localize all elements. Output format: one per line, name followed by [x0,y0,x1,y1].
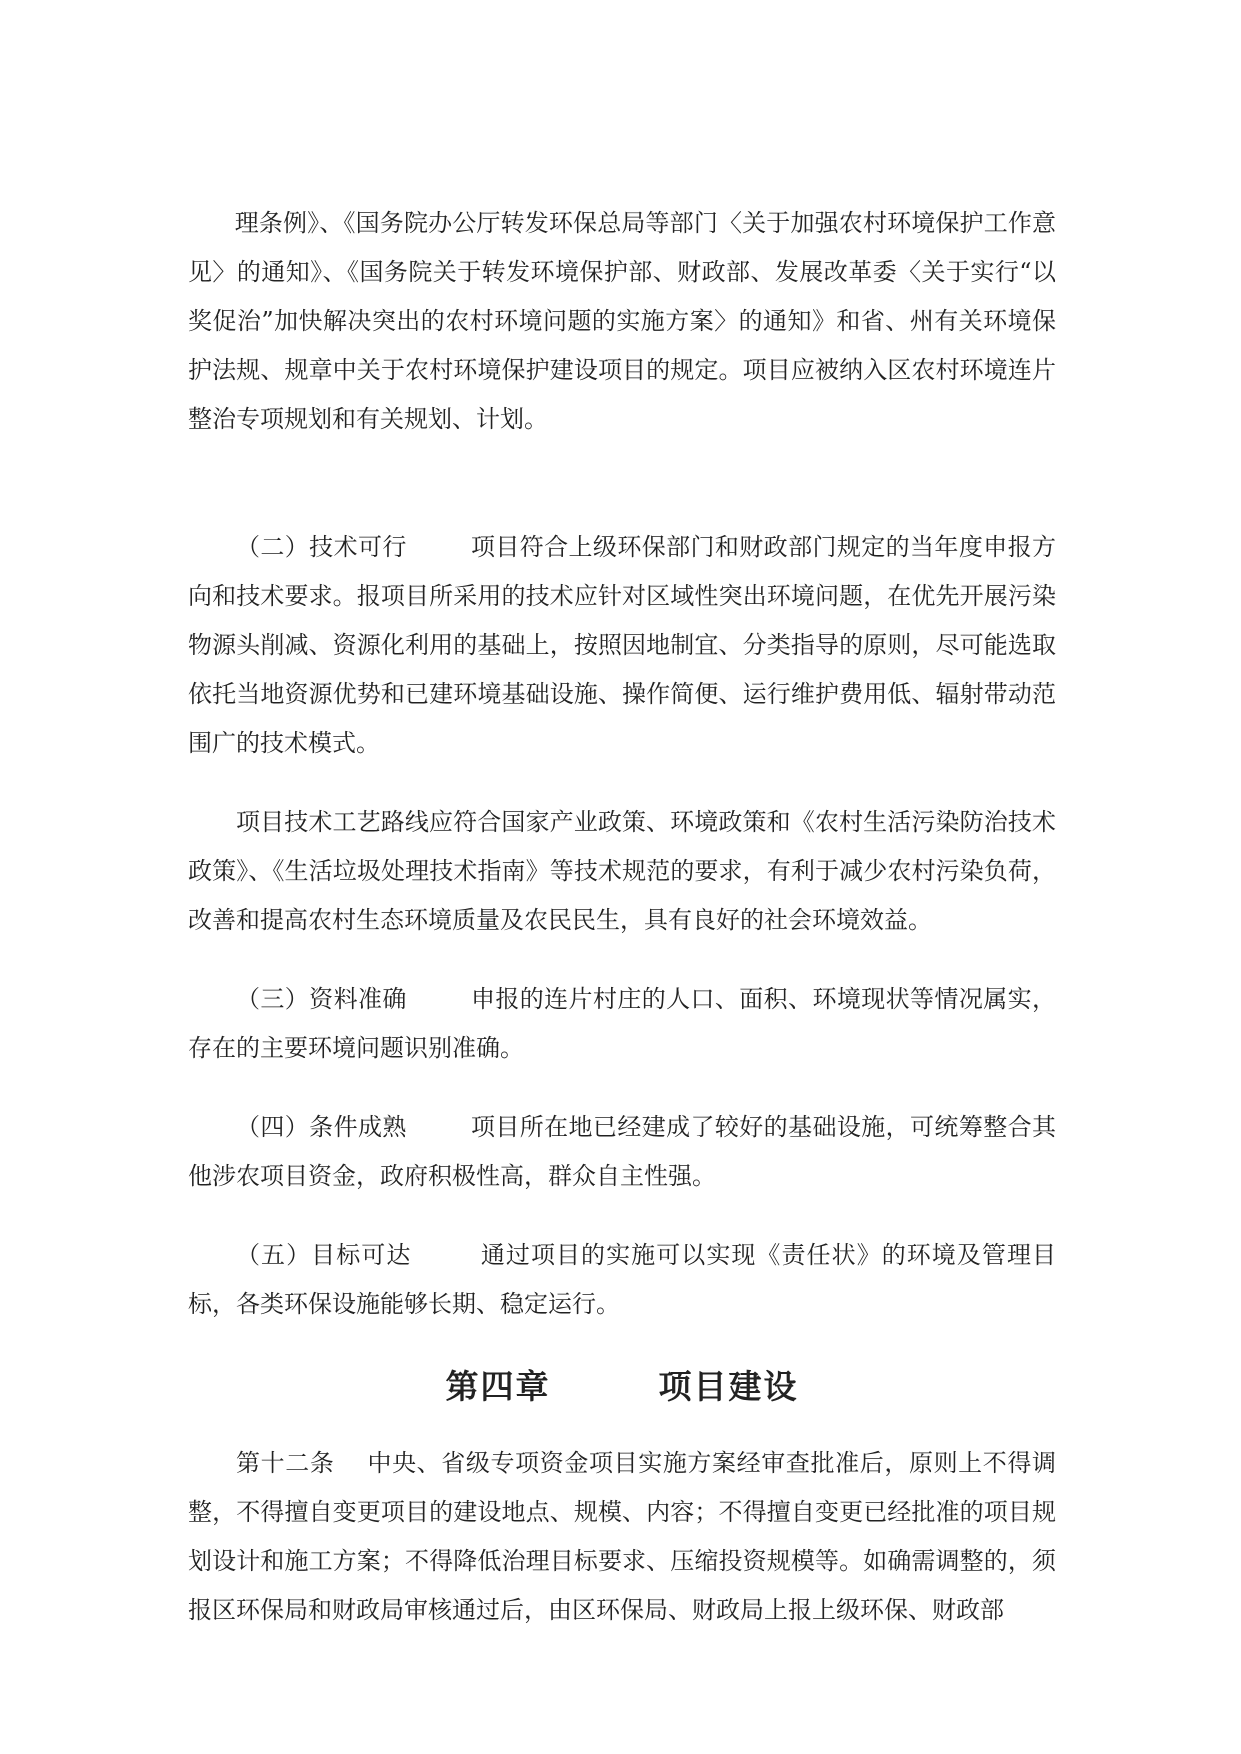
paragraph-achievable-goals [188,1231,1056,1329]
section-heading-accurate-data: （三）资料准确 [236,985,407,1013]
chapter-title: 第四章 项目建设 [445,1367,799,1406]
section-heading-achievable-goals: （五）目标可达 [236,1241,412,1269]
section-heading-mature-conditions: （四）条件成熟 [236,1113,407,1141]
article-number: 第十二条 [236,1449,335,1477]
paragraph-text: 项目所在地已经建成了较好的基础设施，可统筹整合其他涉农项目资金，政府积极性高，群众自主性强。 [188,1113,1057,1190]
paragraph-mature-conditions [188,1103,1056,1201]
paragraph-regulations-list [188,150,1056,493]
paragraph-text: 申报的连片村庄的人口、面积、环境现状等情况属实，存在的主要环境问题识别准确。 [188,985,1057,1062]
paragraph-text: 通过项目的实施可以实现《责任状》的环境及管理目标，各类环保设施能够长期、稳定运行。 [188,1241,1057,1318]
paragraph-technical-feasible [188,523,1056,768]
paragraph-accurate-data [188,975,1056,1073]
paragraph-text: 中央、省级专项资金项目实施方案经审查批准后，原则上不得调整，不得擅自变更项目的建设地点、规模、内容；不得擅自变更已经批准的项目规划设计和施工方案；不得降低治理目标要求、压缩投资规模等。如确需调整的，须报区环保局和财政局审核通过后，由区环保局、财政局上报上级环保、财政部 [188,1449,1057,1624]
document-body [188,150,1056,1635]
article-twelve [188,1439,1056,1635]
paragraph-technical-route [188,798,1056,945]
paragraph-text: 项目符合上级环保部门和财政部门规定的当年度申报方向和技术要求。报项目所采用的技术应针对区域性突出环境问题，在优先开展污染物源头削减、资源化利用的基础上，按照因地制宜、分类指导的原则，尽可能选取依托当地资源优势和已建环境基础设施、操作简便、运行维护费用低、辐射带动范围广的技术模式。 [188,533,1057,757]
paragraph-text: 项目技术工艺路线应符合国家产业政策、环境政策和《农村生活污染防治技术政策》、《生活垃圾处理技术指南》等技术规范的要求，有利于减少农村污染负荷，改善和提高农村生态环境质量及农民民生，具有良好的社会环境效益。 [188,808,1056,934]
section-heading-technical-feasible: （二）技术可行 [236,533,407,561]
paragraph-text: 理条例》、《国务院办公厅转发环保总局等部门〈关于加强农村环境保护工作意见〉的通知》、《国务院关于转发环境保护部、财政部、发展改革委〈关于实行“以奖促治”加快解决突出的农村环境问题的实施方案〉的通知》和省、州有关环境保护法规、规章中关于农村环境保护建设项目的规定。项目应被纳入区农村环境连片整治专项规划和有关规划、计划。 [188,209,1057,433]
